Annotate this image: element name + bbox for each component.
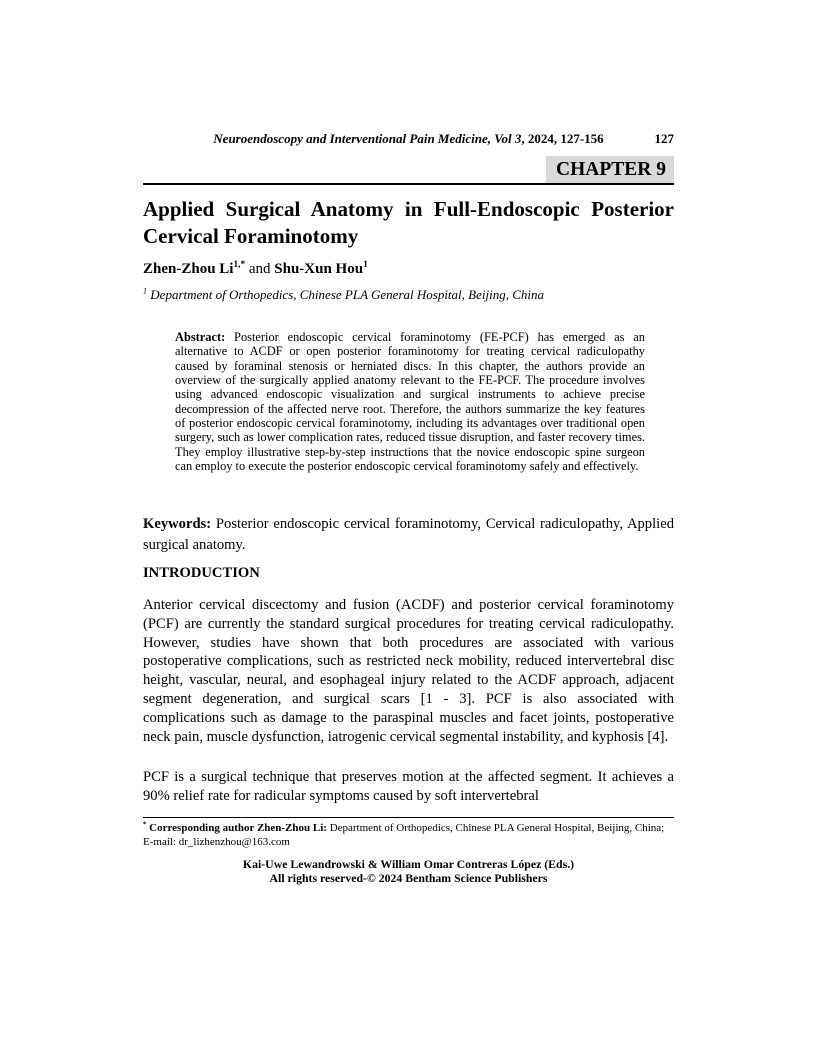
journal-title-italic: Neuroendoscopy and Interventional Pain Medicine, Vol 3 [213, 131, 522, 146]
section-heading-introduction: INTRODUCTION [143, 565, 260, 581]
abstract-block [175, 330, 645, 473]
authors-line [143, 261, 674, 278]
page-footer [143, 858, 674, 885]
header-rule [143, 183, 674, 185]
keywords-text: Posterior endoscopic cervical foraminotomy, Cervical radiculopathy, Applied surgical anatomy. [143, 516, 674, 553]
chapter-badge: CHAPTER 9 [546, 156, 674, 184]
footnote-text: Department of Orthopedics, Chinese PLA General Hospital, Beijing, China; E-mail: dr_lizhenzhou@163.com [143, 822, 665, 848]
intro-paragraph-1: Anterior cervical discectomy and fusion (ACDF) and posterior cervical foraminotomy (PCF) are currently the standard surgical procedures for treating cervical radiculopathy. However, studies have shown that both procedures are associated with various postoperative complications, such as restricted neck mobility, reduced intervertebral disc height, vascular, neural, and esophageal injury related to the ACDF approach, adjacent segment degeneration, and surgical scars [1 - 3]. PCF is also associated with complications such as damage to the paraspinal muscles and facet joints, postoperative neck pain, muscle dysfunction, iatrogenic cervical segmental instability, and kyphosis [4]. [143, 597, 674, 745]
author-2: Shu-Xun Hou [274, 261, 364, 277]
affiliation-line [143, 287, 674, 303]
abstract-text: Posterior endoscopic cervical foraminotomy (FE-PCF) has emerged as an alternative to ACDF or open posterior foraminotomy for treating cervical radiculopathy caused by foraminal stenosis or herniated discs. In this chapter, the authors provide an overview of the surgically applied anatomy relevant to the FE-PCF. The procedure involves using advanced endoscopic visualization and surgical instruments to achieve precise decompression of the affected nerve root. Therefore, the authors summarize the key features of posterior endoscopic cervical foraminotomy, including its advantages over traditional open surgery, such as lower complication rates, reduced tissue disruption, and faster recovery times. They employ illustrative step-by-step instructions that the novice endoscopic spine surgeon can employ to execute the posterior endoscopic cervical foraminotomy safely and effectively. [175, 330, 645, 474]
intro-paragraph-2: PCF is a surgical technique that preserves motion at the affected segment. It achieves a 90% relief rate for radicular symptoms caused by soft intervertebral [143, 769, 674, 804]
footer-editors: Kai-Uwe Lewandrowski & William Omar Contreras López (Eds.) [242, 857, 575, 871]
footnote-label: Corresponding author Zhen-Zhou Li: [146, 822, 327, 834]
affiliation-marker: 1 [143, 286, 148, 296]
author-2-superscript: 1 [363, 260, 368, 270]
footnote-separator [143, 817, 674, 818]
page-number: 127 [654, 131, 674, 146]
keywords-label: Keywords: [143, 516, 212, 532]
corresponding-author-footnote [143, 822, 674, 849]
page-title: Applied Surgical Anatomy in Full-Endoscopic Posterior Cervical Foraminotomy [143, 197, 674, 248]
footer-copyright: All rights reserved-© 2024 Bentham Science Publishers [269, 870, 548, 885]
journal-title [143, 131, 674, 147]
running-header [143, 131, 674, 149]
journal-title-roman: , 2024, 127-156 [521, 131, 604, 146]
keywords-block [143, 514, 674, 556]
author-1-superscript: 1,* [233, 260, 246, 270]
authors-connector: and [245, 261, 275, 277]
affiliation-text: Department of Orthopedics, Chinese PLA General Hospital, Beijing, China [147, 287, 544, 302]
abstract-label: Abstract: [175, 330, 226, 344]
footnote-marker: * [143, 821, 147, 829]
author-1: Zhen-Zhou Li [143, 261, 234, 277]
